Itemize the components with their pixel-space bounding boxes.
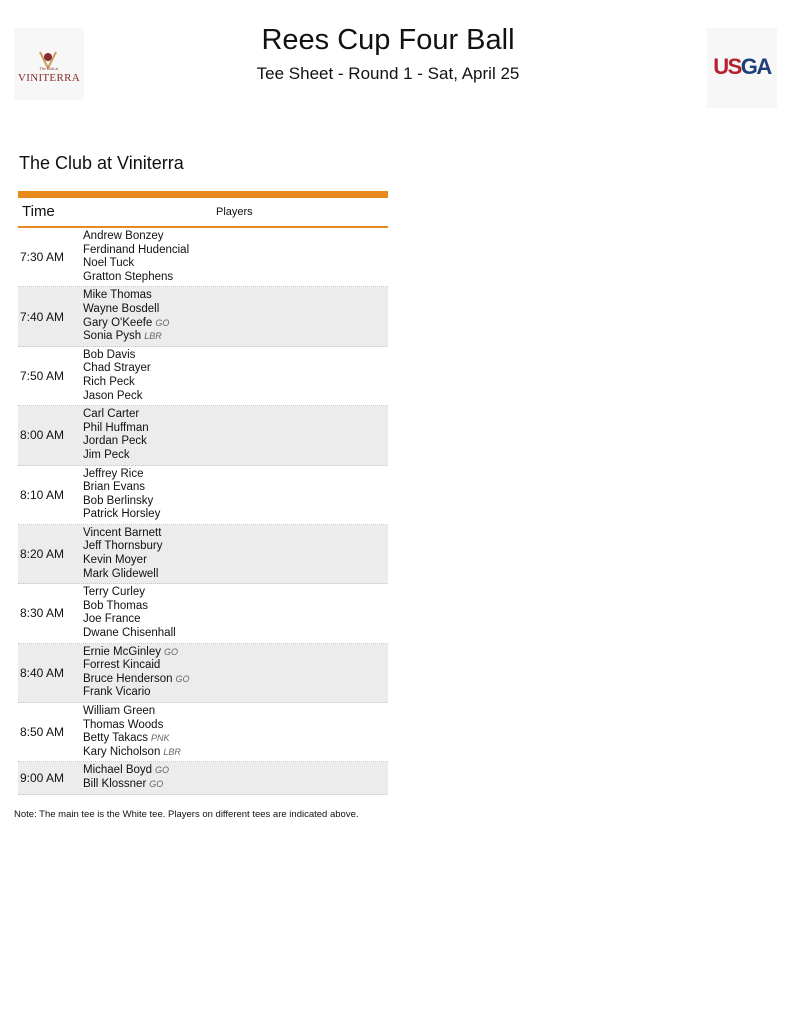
player-entry	[83, 600, 388, 614]
player-list	[83, 646, 388, 700]
player-list	[83, 349, 388, 403]
player-entry	[83, 422, 388, 436]
player-entry	[83, 271, 388, 285]
player-entry	[83, 435, 388, 449]
player-entry	[83, 349, 388, 363]
tee-time: 7:40 AM	[20, 309, 65, 324]
tee-groups	[18, 228, 388, 795]
player-entry	[83, 376, 388, 390]
player-name: Gary O'Keefe	[83, 316, 153, 329]
player-name: Bruce Henderson	[83, 672, 173, 685]
player-name: Patrick Horsley	[83, 508, 161, 521]
table-header	[18, 198, 388, 228]
player-entry	[83, 390, 388, 404]
player-list	[83, 408, 388, 462]
player-list	[83, 586, 388, 640]
player-entry	[83, 719, 388, 733]
tee-time: 8:40 AM	[20, 665, 65, 680]
player-entry	[83, 540, 388, 554]
player-name: Frank Vicario	[83, 686, 151, 699]
player-entry	[83, 746, 388, 760]
player-list	[83, 705, 388, 759]
player-name: Mike Thomas	[83, 289, 152, 302]
player-name: Vincent Barnett	[83, 526, 162, 539]
tee-time-row	[18, 466, 388, 525]
player-entry	[83, 732, 388, 746]
player-name: Bill Klossner	[83, 777, 147, 790]
player-name: Jeff Thornsbury	[83, 540, 163, 553]
player-entry	[83, 764, 388, 778]
tee-indicator: PNK	[151, 733, 170, 744]
player-name: Wayne Bosdell	[83, 302, 160, 315]
player-name: Rich Peck	[83, 375, 135, 388]
player-name: Dwane Chisenhall	[83, 627, 176, 640]
tee-time-row	[18, 228, 388, 287]
player-entry	[83, 303, 388, 317]
usga-logo-ga: GA	[740, 54, 771, 79]
tee-time-row	[18, 644, 388, 703]
player-name: Brian Evans	[83, 481, 146, 494]
column-header-players: Players	[216, 206, 253, 218]
player-entry	[83, 586, 388, 600]
footnote: Note: The main tee is the White tee. Players on different tees are indicated above.	[14, 809, 359, 820]
player-name: Jeffrey Rice	[83, 467, 144, 480]
tee-time-row	[18, 406, 388, 465]
player-entry	[83, 362, 388, 376]
tee-indicator: LBR	[144, 331, 162, 342]
player-name: Kary Nicholson	[83, 745, 161, 758]
tee-time-row	[18, 287, 388, 346]
player-name: Bob Thomas	[83, 599, 148, 612]
player-name: Andrew Bonzey	[83, 230, 164, 242]
tee-time: 8:10 AM	[20, 487, 65, 502]
tee-indicator: GO	[149, 778, 164, 789]
player-name: Forrest Kincaid	[83, 659, 161, 672]
player-entry	[83, 705, 388, 719]
tee-time: 9:00 AM	[20, 770, 65, 785]
player-name: Mark Glidewell	[83, 567, 159, 580]
page-title: Rees Cup Four Ball	[261, 24, 515, 56]
player-name: Kevin Moyer	[83, 554, 147, 567]
tee-indicator: GO	[163, 646, 178, 657]
logo-small-text: The Club at	[39, 66, 59, 71]
player-entry	[83, 495, 388, 509]
player-name: Jason Peck	[83, 389, 143, 402]
tee-time-row	[18, 762, 388, 794]
player-name: Chad Strayer	[83, 362, 151, 375]
player-name: Gratton Stephens	[83, 270, 174, 283]
player-entry	[83, 527, 388, 541]
player-entry	[83, 627, 388, 641]
player-entry	[83, 257, 388, 271]
usga-logo-us: US	[713, 54, 741, 79]
tee-indicator: GO	[155, 317, 170, 328]
player-name: Thomas Woods	[83, 718, 164, 731]
player-name: Michael Boyd	[83, 764, 153, 777]
player-entry	[83, 468, 388, 482]
player-entry	[83, 568, 388, 582]
player-name: William Green	[83, 705, 156, 717]
player-entry	[83, 317, 388, 331]
player-list	[83, 527, 388, 581]
player-entry	[83, 778, 388, 792]
player-name: Sonia Pysh	[83, 330, 142, 343]
tee-time-row	[18, 347, 388, 406]
player-list	[83, 289, 388, 343]
club-name: The Club at Viniterra	[19, 153, 184, 173]
column-header-time: Time	[22, 203, 55, 220]
tee-time-row	[18, 525, 388, 584]
player-entry	[83, 554, 388, 568]
tee-time: 7:30 AM	[20, 250, 65, 265]
player-name: Ernie McGinley	[83, 645, 161, 658]
tee-indicator: GO	[175, 673, 190, 684]
tee-indicator: GO	[155, 765, 170, 776]
player-name: Jordan Peck	[83, 435, 147, 448]
tee-time-row	[18, 584, 388, 643]
player-entry	[83, 408, 388, 422]
page-subtitle: Tee Sheet - Round 1 - Sat, April 25	[256, 64, 520, 83]
player-entry	[83, 330, 388, 344]
player-name: Noel Tuck	[83, 257, 135, 270]
tee-time: 8:20 AM	[20, 547, 65, 562]
player-entry	[83, 508, 388, 522]
player-entry	[83, 449, 388, 463]
player-name: Carl Carter	[83, 408, 140, 421]
player-entry	[83, 481, 388, 495]
player-name: Terry Curley	[83, 586, 145, 599]
player-list	[83, 468, 388, 522]
player-entry	[83, 613, 388, 627]
player-entry	[83, 289, 388, 303]
tee-time: 7:50 AM	[20, 368, 65, 383]
player-entry	[83, 686, 388, 700]
tee-sheet-table	[18, 191, 388, 795]
player-name: Phil Huffman	[83, 421, 149, 434]
player-name: Bob Berlinsky	[83, 494, 154, 507]
player-entry	[83, 646, 388, 660]
tee-time: 8:30 AM	[20, 606, 65, 621]
tee-indicator: LBR	[163, 746, 181, 757]
player-list	[83, 764, 388, 791]
player-name: Bob Davis	[83, 348, 136, 361]
table-top-bar	[18, 191, 388, 198]
logo-text: VINITERRA	[18, 72, 80, 84]
player-name: Ferdinand Hudencial	[83, 243, 190, 256]
player-name: Jim Peck	[83, 448, 130, 461]
player-entry	[83, 230, 388, 244]
player-name: Betty Takacs	[83, 732, 148, 745]
tee-time: 8:50 AM	[20, 725, 65, 740]
tee-time: 8:00 AM	[20, 428, 65, 443]
player-entry	[83, 673, 388, 687]
tee-time-row	[18, 703, 388, 762]
player-entry	[83, 659, 388, 673]
player-name: Joe France	[83, 613, 141, 626]
player-list	[83, 230, 388, 284]
player-entry	[83, 244, 388, 258]
